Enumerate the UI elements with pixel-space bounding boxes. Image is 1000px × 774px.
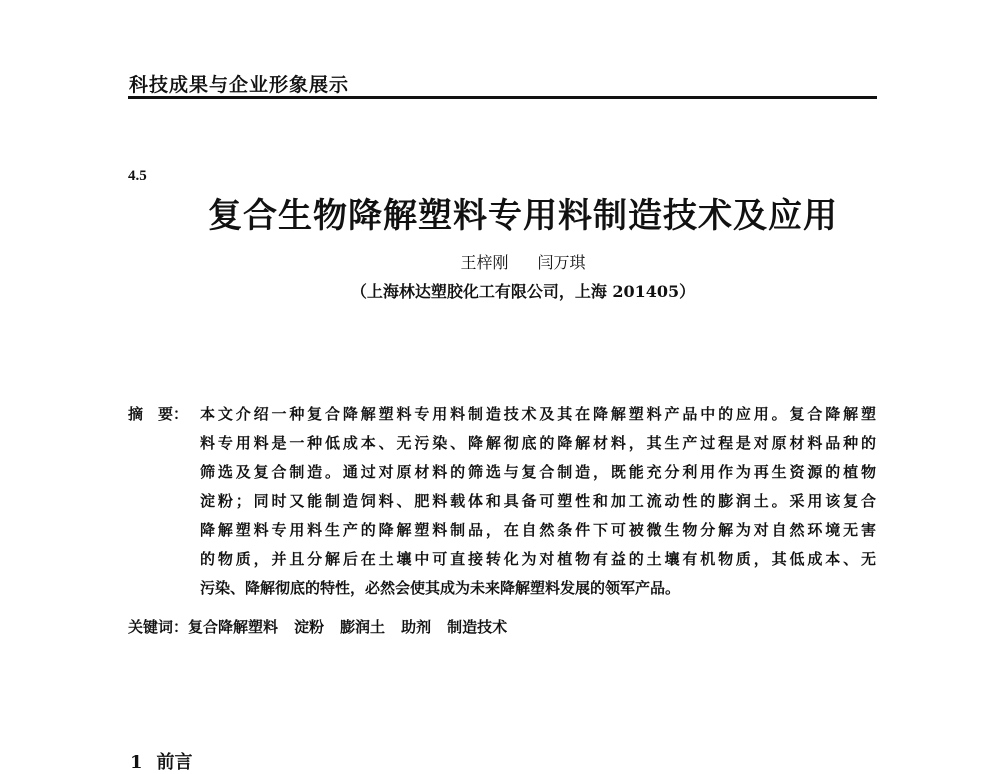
keyword: 助剂 [401,618,432,636]
abstract-label: 摘 要： [128,405,189,423]
abstract-block [128,400,876,603]
keyword: 制造技术 [447,618,508,636]
abstract-line [128,574,876,603]
section-heading-number: 1 [130,752,143,773]
abstract-text-line: 的物质，并且分解后在土壤中可直接转化为对植物有益的土壤有机物质，其低成本、无 [200,550,876,568]
abstract-line [128,429,876,458]
abstract-text-line: 降解塑料专用料生产的降解塑料制品，在自然条件下可被微生物分解为对自然环境无害 [200,521,876,539]
keyword: 复合降解塑料 [188,618,279,636]
affiliation: （上海林达塑胶化工有限公司，上海 201405） [350,282,696,301]
keyword: 膨润土 [340,618,386,636]
abstract-line [128,400,876,429]
abstract-line [128,545,876,574]
abstract-line [128,458,876,487]
abstract-text-line: 污染、降解彻底的特性，必然会使其成为未来降解塑料发展的领军产品。 [200,579,681,597]
abstract-line [128,516,876,545]
running-header: 科技成果与企业形象展示 [129,74,350,96]
keywords-label: 关键词： [128,618,189,636]
author-name: 闫万琪 [537,253,586,272]
section-number: 4.5 [128,168,147,184]
abstract-line [128,487,876,516]
author-list [128,250,918,273]
abstract-text-line: 淀粉；同时又能制造饲料、肥料载体和具备可塑性和加工流动性的膨润土。采用该复合 [200,492,876,510]
keyword: 淀粉 [294,618,325,636]
abstract-text-line: 筛选及复合制造。通过对原材料的筛选与复合制造，既能充分利用作为再生资源的植物 [200,463,876,481]
author-name: 王梓刚 [460,253,509,272]
header-rule [128,96,877,99]
abstract-text-line: 料专用料是一种低成本、无污染、降解彻底的降解材料，其生产过程是对原材料品种的 [200,434,876,452]
keywords-line [128,616,523,637]
paper-title: 复合生物降解塑料专用料制造技术及应用 [208,196,838,236]
section-heading-title: 前言 [156,752,193,773]
section-heading [130,748,193,774]
abstract-text-line: 本文介绍一种复合降解塑料专用料制造技术及其在降解塑料产品中的应用。复合降解塑 [200,405,876,423]
